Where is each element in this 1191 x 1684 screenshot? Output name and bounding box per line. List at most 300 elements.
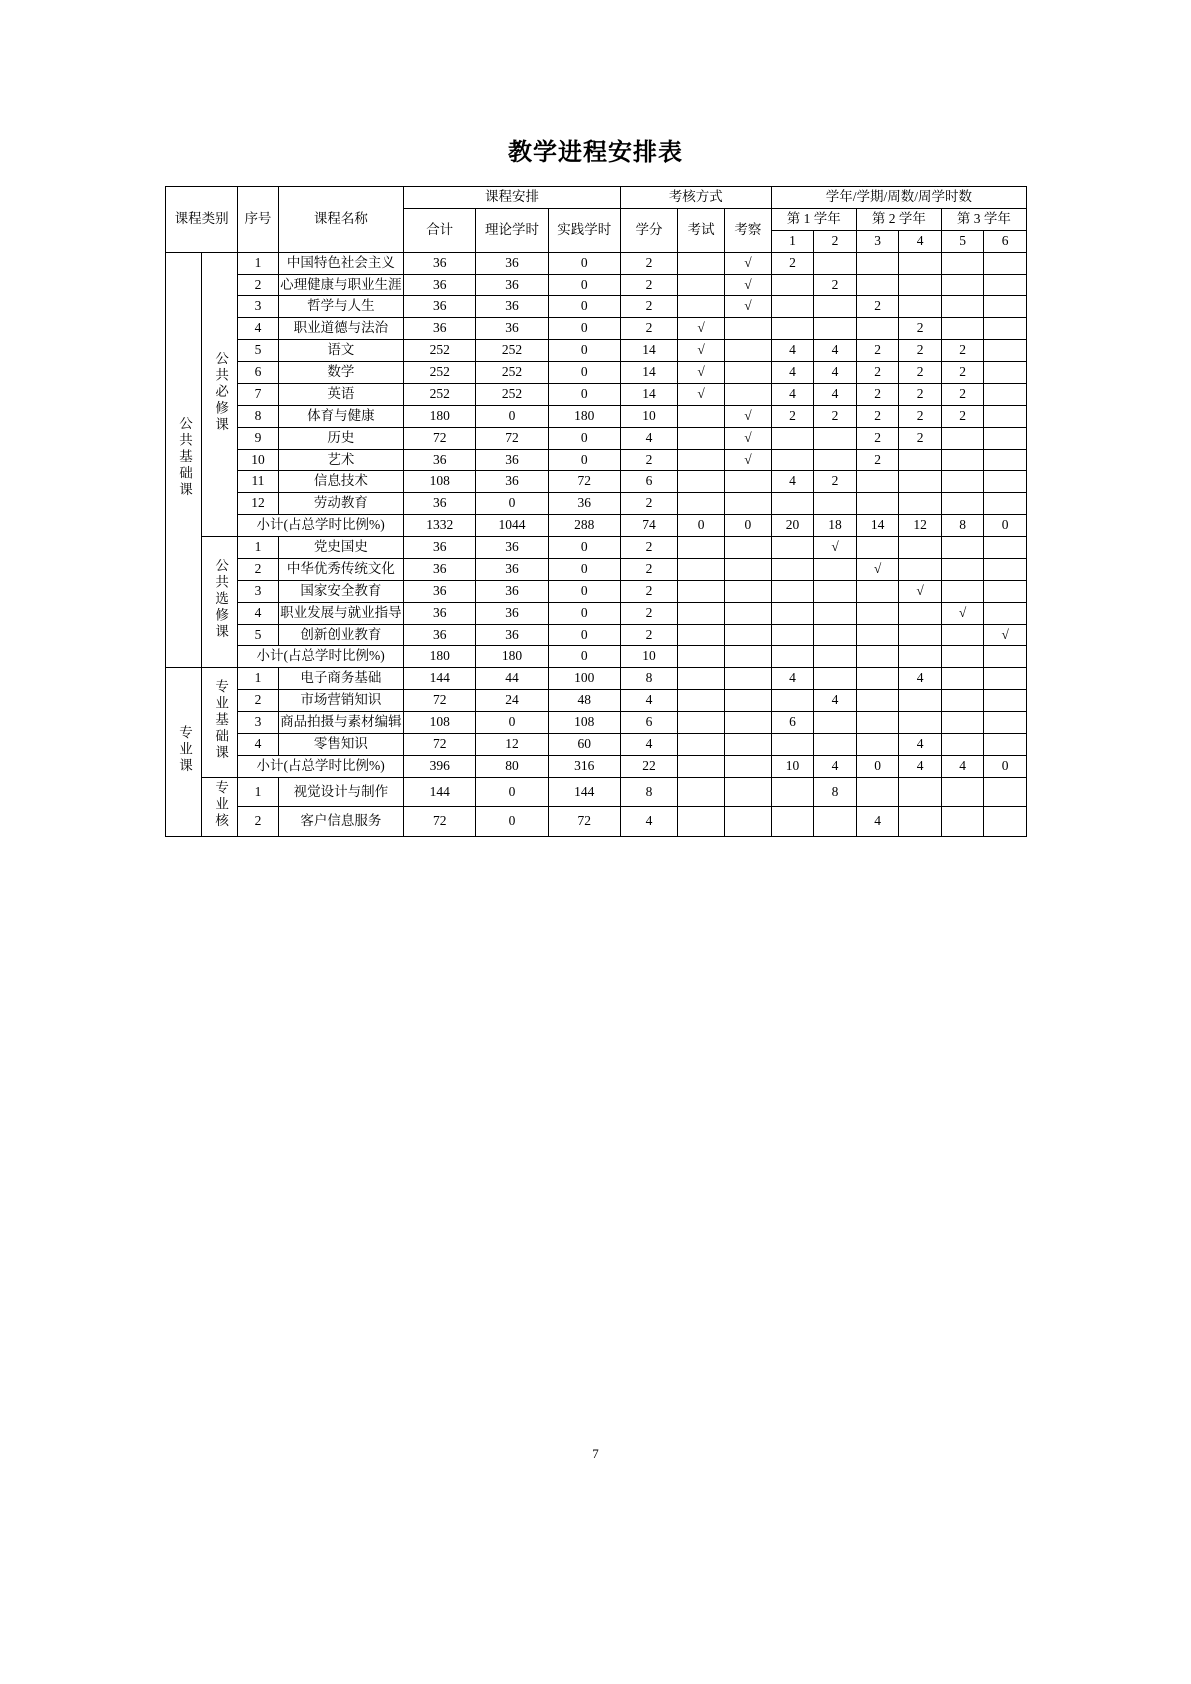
term-5-value: 2 [941, 340, 984, 362]
header-credit: 学分 [620, 208, 677, 252]
credit: 2 [620, 318, 677, 340]
exam-mark [678, 252, 725, 274]
course-name: 体育与健康 [278, 405, 403, 427]
total-hours: 36 [404, 624, 476, 646]
total-hours: 36 [404, 296, 476, 318]
total-hours: 36 [404, 580, 476, 602]
theory-hours: 36 [476, 602, 548, 624]
inspect-mark: √ [725, 427, 772, 449]
theory-hours: 36 [476, 558, 548, 580]
inspect-mark [725, 624, 772, 646]
exam-mark [678, 493, 725, 515]
term-6-value [984, 537, 1027, 559]
term-5-value: √ [941, 602, 984, 624]
term-4-value [899, 624, 942, 646]
term-3-value: 2 [856, 405, 899, 427]
practice-hours: 0 [548, 340, 620, 362]
course-name: 零售知识 [278, 733, 403, 755]
theory-hours: 0 [476, 777, 548, 807]
subtotal-exam [678, 755, 725, 777]
exam-mark [678, 807, 725, 837]
term-3-value: 2 [856, 427, 899, 449]
teaching-schedule-table [165, 186, 1027, 837]
subtotal-practice-hours: 0 [548, 646, 620, 668]
term-1-value: 4 [771, 362, 814, 384]
course-name: 哲学与人生 [278, 296, 403, 318]
term-1-value [771, 449, 814, 471]
exam-mark: √ [678, 383, 725, 405]
term-6-value [984, 274, 1027, 296]
practice-hours: 0 [548, 274, 620, 296]
course-name: 英语 [278, 383, 403, 405]
term-1-value [771, 733, 814, 755]
term-3-value [856, 318, 899, 340]
course-name: 创新创业教育 [278, 624, 403, 646]
row-index: 3 [238, 580, 278, 602]
term-4-value [899, 690, 942, 712]
course-name: 国家安全教育 [278, 580, 403, 602]
header-theory: 理论学时 [476, 208, 548, 252]
term-5-value [941, 318, 984, 340]
term-3-value [856, 690, 899, 712]
total-hours: 36 [404, 558, 476, 580]
term-2-value: 2 [814, 405, 857, 427]
subtotal-inspect [725, 646, 772, 668]
subtotal-practice-hours: 288 [548, 515, 620, 537]
total-hours: 72 [404, 427, 476, 449]
term-1-value [771, 580, 814, 602]
theory-hours: 36 [476, 274, 548, 296]
row-index: 1 [238, 537, 278, 559]
header-course-name: 课程名称 [278, 187, 403, 253]
table-row [166, 252, 1027, 274]
total-hours: 72 [404, 807, 476, 837]
term-2-value [814, 712, 857, 734]
subtotal-term-3: 14 [856, 515, 899, 537]
course-name: 党史国史 [278, 537, 403, 559]
credit: 2 [620, 580, 677, 602]
term-3-value [856, 274, 899, 296]
header-category: 课程类别 [166, 187, 238, 253]
exam-mark [678, 471, 725, 493]
inspect-mark [725, 537, 772, 559]
table-row [166, 405, 1027, 427]
header-term-6: 6 [984, 230, 1027, 252]
exam-mark [678, 537, 725, 559]
theory-hours: 24 [476, 690, 548, 712]
header-term-5: 5 [941, 230, 984, 252]
term-4-value [899, 471, 942, 493]
term-1-value [771, 558, 814, 580]
term-1-value: 6 [771, 712, 814, 734]
total-hours: 108 [404, 471, 476, 493]
term-6-value [984, 733, 1027, 755]
theory-hours: 36 [476, 296, 548, 318]
table-row [166, 690, 1027, 712]
term-4-value: 2 [899, 362, 942, 384]
total-hours: 72 [404, 733, 476, 755]
header-term-3: 3 [856, 230, 899, 252]
term-1-value [771, 296, 814, 318]
exam-mark: √ [678, 318, 725, 340]
inspect-mark: √ [725, 405, 772, 427]
subtotal-theory-hours: 1044 [476, 515, 548, 537]
term-2-value: 4 [814, 340, 857, 362]
subcategory-cell-0-0: 公共必修课 [202, 252, 238, 536]
term-2-value [814, 427, 857, 449]
term-3-value [856, 471, 899, 493]
header-group-assessment: 考核方式 [620, 187, 771, 209]
term-2-value [814, 493, 857, 515]
header-total: 合计 [404, 208, 476, 252]
row-index: 3 [238, 712, 278, 734]
table-header-row [166, 187, 1027, 209]
term-5-value [941, 558, 984, 580]
term-2-value [814, 624, 857, 646]
table-row [166, 318, 1027, 340]
practice-hours: 0 [548, 624, 620, 646]
subtotal-theory-hours: 180 [476, 646, 548, 668]
term-1-value [771, 537, 814, 559]
inspect-mark [725, 777, 772, 807]
term-5-value [941, 252, 984, 274]
practice-hours: 0 [548, 537, 620, 559]
inspect-mark [725, 668, 772, 690]
term-4-value: 2 [899, 318, 942, 340]
term-1-value: 2 [771, 252, 814, 274]
course-name: 信息技术 [278, 471, 403, 493]
inspect-mark [725, 602, 772, 624]
subtotal-credit: 22 [620, 755, 677, 777]
term-4-value: 2 [899, 405, 942, 427]
credit: 6 [620, 712, 677, 734]
total-hours: 144 [404, 777, 476, 807]
header-year-3: 第 3 学年 [941, 208, 1026, 230]
term-5-value [941, 537, 984, 559]
inspect-mark [725, 383, 772, 405]
term-6-value [984, 427, 1027, 449]
practice-hours: 0 [548, 252, 620, 274]
exam-mark [678, 296, 725, 318]
subcategory-cell-1-1: 专业核 [202, 777, 238, 836]
term-6-value [984, 668, 1027, 690]
term-5-value [941, 733, 984, 755]
row-index: 6 [238, 362, 278, 384]
term-3-value [856, 668, 899, 690]
category-cell-0: 公共基础课 [166, 252, 202, 668]
total-hours: 36 [404, 449, 476, 471]
course-name: 电子商务基础 [278, 668, 403, 690]
term-1-value: 4 [771, 383, 814, 405]
practice-hours: 0 [548, 362, 620, 384]
table-row [166, 807, 1027, 837]
term-4-value [899, 537, 942, 559]
term-1-value: 4 [771, 668, 814, 690]
term-2-value [814, 807, 857, 837]
course-name: 商品拍摄与素材编辑 [278, 712, 403, 734]
practice-hours: 100 [548, 668, 620, 690]
term-6-value [984, 690, 1027, 712]
credit: 8 [620, 668, 677, 690]
exam-mark [678, 733, 725, 755]
subtotal-label: 小计(占总学时比例%) [238, 646, 404, 668]
subtotal-inspect [725, 755, 772, 777]
term-2-value: √ [814, 537, 857, 559]
term-5-value [941, 427, 984, 449]
subtotal-total-hours: 1332 [404, 515, 476, 537]
row-index: 12 [238, 493, 278, 515]
inspect-mark: √ [725, 274, 772, 296]
term-2-value [814, 602, 857, 624]
row-index: 4 [238, 733, 278, 755]
term-6-value [984, 580, 1027, 602]
term-2-value: 8 [814, 777, 857, 807]
subcategory-cell-1-0: 专业基础课 [202, 668, 238, 777]
course-name: 中华优秀传统文化 [278, 558, 403, 580]
term-1-value [771, 493, 814, 515]
credit: 2 [620, 493, 677, 515]
credit: 6 [620, 471, 677, 493]
exam-mark: √ [678, 340, 725, 362]
table-row [166, 362, 1027, 384]
term-3-value [856, 252, 899, 274]
theory-hours: 12 [476, 733, 548, 755]
term-1-value [771, 274, 814, 296]
inspect-mark: √ [725, 296, 772, 318]
row-index: 5 [238, 624, 278, 646]
term-6-value [984, 383, 1027, 405]
term-6-value [984, 777, 1027, 807]
total-hours: 36 [404, 274, 476, 296]
practice-hours: 108 [548, 712, 620, 734]
term-4-value [899, 558, 942, 580]
theory-hours: 36 [476, 537, 548, 559]
row-index: 1 [238, 252, 278, 274]
header-group-arrangement: 课程安排 [404, 187, 621, 209]
term-3-value [856, 624, 899, 646]
term-1-value: 4 [771, 471, 814, 493]
total-hours: 36 [404, 318, 476, 340]
course-name: 历史 [278, 427, 403, 449]
table-row [166, 580, 1027, 602]
practice-hours: 0 [548, 580, 620, 602]
subtotal-row [166, 515, 1027, 537]
row-index: 7 [238, 383, 278, 405]
term-2-value [814, 580, 857, 602]
term-6-value [984, 807, 1027, 837]
header-exam: 考试 [678, 208, 725, 252]
total-hours: 36 [404, 252, 476, 274]
term-6-value [984, 712, 1027, 734]
header-index: 序号 [238, 187, 278, 253]
subtotal-total-hours: 180 [404, 646, 476, 668]
course-name: 心理健康与职业生涯 [278, 274, 403, 296]
table-row [166, 624, 1027, 646]
term-6-value [984, 405, 1027, 427]
term-3-value [856, 712, 899, 734]
row-index: 1 [238, 777, 278, 807]
table-row [166, 668, 1027, 690]
exam-mark [678, 427, 725, 449]
term-3-value [856, 733, 899, 755]
practice-hours: 72 [548, 471, 620, 493]
term-4-value: 2 [899, 383, 942, 405]
term-4-value [899, 777, 942, 807]
subtotal-term-6: 0 [984, 515, 1027, 537]
term-4-value: 4 [899, 668, 942, 690]
subtotal-term-3: 0 [856, 755, 899, 777]
subtotal-term-2 [814, 646, 857, 668]
term-3-value: √ [856, 558, 899, 580]
term-2-value [814, 318, 857, 340]
exam-mark [678, 405, 725, 427]
term-2-value [814, 558, 857, 580]
term-3-value [856, 777, 899, 807]
exam-mark [678, 449, 725, 471]
term-5-value [941, 777, 984, 807]
table-row [166, 602, 1027, 624]
term-6-value [984, 340, 1027, 362]
table-row [166, 558, 1027, 580]
term-5-value: 2 [941, 362, 984, 384]
table-row [166, 296, 1027, 318]
term-4-value [899, 274, 942, 296]
exam-mark [678, 580, 725, 602]
theory-hours: 0 [476, 405, 548, 427]
practice-hours: 60 [548, 733, 620, 755]
total-hours: 36 [404, 602, 476, 624]
course-name: 艺术 [278, 449, 403, 471]
total-hours: 144 [404, 668, 476, 690]
subcategory-cell-0-1: 公共选修课 [202, 537, 238, 668]
course-name: 视觉设计与制作 [278, 777, 403, 807]
course-name: 劳动教育 [278, 493, 403, 515]
table-row [166, 537, 1027, 559]
credit: 10 [620, 405, 677, 427]
row-index: 2 [238, 690, 278, 712]
table-row [166, 733, 1027, 755]
subtotal-term-1: 10 [771, 755, 814, 777]
header-practice: 实践学时 [548, 208, 620, 252]
term-6-value [984, 449, 1027, 471]
subtotal-credit: 74 [620, 515, 677, 537]
header-term-2: 2 [814, 230, 857, 252]
inspect-mark [725, 712, 772, 734]
subtotal-label: 小计(占总学时比例%) [238, 515, 404, 537]
term-2-value: 2 [814, 471, 857, 493]
theory-hours: 36 [476, 318, 548, 340]
subtotal-term-4: 12 [899, 515, 942, 537]
table-row [166, 712, 1027, 734]
inspect-mark [725, 493, 772, 515]
theory-hours: 252 [476, 383, 548, 405]
page-number: 7 [592, 1446, 599, 1461]
credit: 14 [620, 340, 677, 362]
credit: 2 [620, 274, 677, 296]
term-3-value: 2 [856, 449, 899, 471]
row-index: 11 [238, 471, 278, 493]
term-6-value [984, 471, 1027, 493]
term-2-value: 4 [814, 383, 857, 405]
course-name: 客户信息服务 [278, 807, 403, 837]
theory-hours: 0 [476, 807, 548, 837]
inspect-mark [725, 340, 772, 362]
theory-hours: 72 [476, 427, 548, 449]
credit: 2 [620, 537, 677, 559]
term-3-value: 2 [856, 383, 899, 405]
theory-hours: 36 [476, 471, 548, 493]
term-5-value [941, 471, 984, 493]
subtotal-term-4: 4 [899, 755, 942, 777]
row-index: 2 [238, 558, 278, 580]
row-index: 10 [238, 449, 278, 471]
exam-mark [678, 690, 725, 712]
practice-hours: 180 [548, 405, 620, 427]
term-5-value [941, 274, 984, 296]
header-inspect: 考察 [725, 208, 772, 252]
course-name: 数学 [278, 362, 403, 384]
exam-mark [678, 777, 725, 807]
table-row [166, 383, 1027, 405]
term-5-value [941, 690, 984, 712]
theory-hours: 252 [476, 340, 548, 362]
term-6-value [984, 318, 1027, 340]
term-1-value [771, 318, 814, 340]
credit: 8 [620, 777, 677, 807]
subtotal-row [166, 646, 1027, 668]
inspect-mark [725, 362, 772, 384]
term-6-value [984, 252, 1027, 274]
term-5-value [941, 296, 984, 318]
practice-hours: 0 [548, 449, 620, 471]
term-1-value [771, 427, 814, 449]
theory-hours: 36 [476, 252, 548, 274]
inspect-mark: √ [725, 252, 772, 274]
term-4-value [899, 602, 942, 624]
term-3-value [856, 580, 899, 602]
credit: 2 [620, 449, 677, 471]
term-3-value: 2 [856, 296, 899, 318]
practice-hours: 0 [548, 383, 620, 405]
header-group-terms: 学年/学期/周数/周学时数 [771, 187, 1026, 209]
term-3-value: 2 [856, 362, 899, 384]
term-1-value: 4 [771, 340, 814, 362]
term-1-value [771, 624, 814, 646]
term-2-value: 2 [814, 274, 857, 296]
term-5-value [941, 493, 984, 515]
subtotal-term-2: 4 [814, 755, 857, 777]
practice-hours: 72 [548, 807, 620, 837]
term-2-value: 4 [814, 690, 857, 712]
exam-mark [678, 712, 725, 734]
total-hours: 36 [404, 493, 476, 515]
theory-hours: 0 [476, 712, 548, 734]
subtotal-term-5: 4 [941, 755, 984, 777]
header-term-4: 4 [899, 230, 942, 252]
practice-hours: 0 [548, 318, 620, 340]
row-index: 9 [238, 427, 278, 449]
credit: 4 [620, 690, 677, 712]
practice-hours: 0 [548, 558, 620, 580]
row-index: 2 [238, 274, 278, 296]
subtotal-term-1: 20 [771, 515, 814, 537]
subtotal-term-5 [941, 646, 984, 668]
term-5-value: 2 [941, 383, 984, 405]
exam-mark [678, 668, 725, 690]
course-name: 市场营销知识 [278, 690, 403, 712]
table-row [166, 340, 1027, 362]
subtotal-theory-hours: 80 [476, 755, 548, 777]
